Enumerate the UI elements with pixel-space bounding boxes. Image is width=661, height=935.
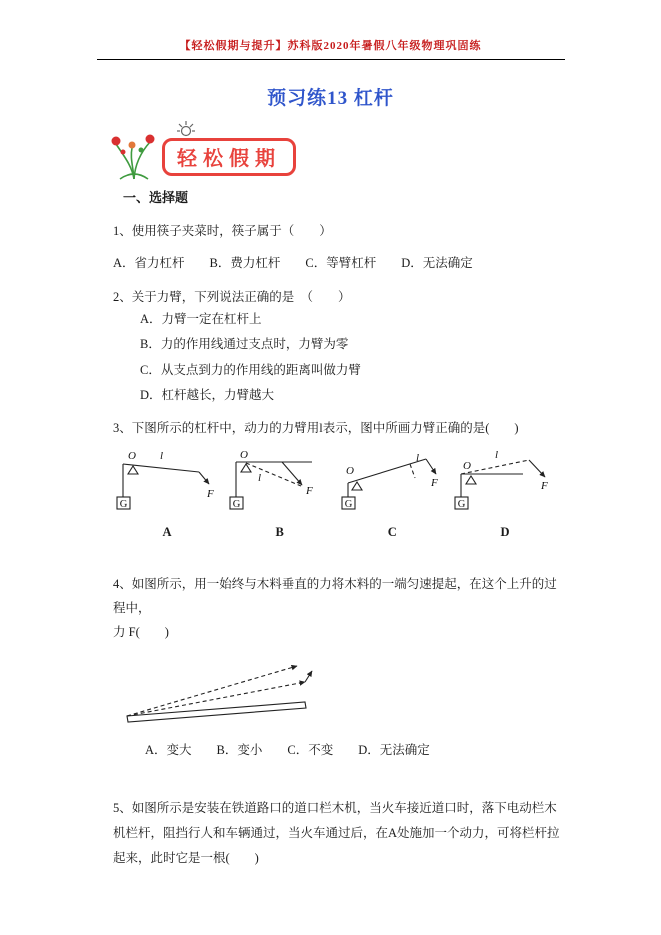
force-label: F bbox=[431, 476, 439, 489]
question-3: 3、下图所示的杠杆中，动力的力臂用l表示，图中所画力臂正确的是( ) bbox=[113, 420, 519, 435]
lever-diagram-c bbox=[340, 447, 444, 542]
question-4 bbox=[113, 572, 567, 760]
weight-label: G bbox=[119, 498, 128, 510]
question-4-line2: 力 F( ) bbox=[113, 624, 169, 639]
question-2-option-d: D．杠杆越长，力臂越大 bbox=[140, 388, 275, 403]
weight-label: G bbox=[457, 498, 466, 510]
force-label: F bbox=[305, 484, 313, 497]
content bbox=[113, 188, 567, 871]
fulcrum-label: O bbox=[346, 464, 355, 477]
lever-figure-a bbox=[115, 447, 219, 521]
board-lift-figure bbox=[119, 658, 331, 730]
weight-label: G bbox=[232, 498, 240, 510]
lever-figure-d bbox=[453, 447, 557, 521]
question-1-options: A．省力杠杆 B．费力杠杆 C．等臂杠杆 D．无法确定 bbox=[113, 255, 473, 270]
logo bbox=[108, 120, 298, 184]
arm-label: l bbox=[416, 451, 420, 464]
flowers-icon bbox=[108, 122, 160, 182]
lever-label-d: D bbox=[500, 524, 510, 539]
lever-diagrams bbox=[115, 447, 557, 542]
lever-figure-b bbox=[228, 447, 332, 521]
arm-label: l bbox=[257, 471, 261, 484]
force-label: F bbox=[207, 487, 214, 500]
question-4-line1: 4、如图所示，用一始终与木料垂直的力将木料的一端匀速提起，在这个上升的过程中， bbox=[113, 576, 557, 615]
question-2 bbox=[113, 287, 567, 409]
fulcrum-label: O bbox=[128, 449, 136, 462]
weight-label: G bbox=[345, 498, 353, 510]
lever-label-b: B bbox=[275, 524, 284, 539]
question-4-options: A．变大 B．变小 C．不变 D．无法确定 bbox=[145, 742, 430, 757]
fulcrum-label: O bbox=[462, 459, 471, 472]
question-2-option-a: A．力臂一定在杠杆上 bbox=[140, 311, 262, 326]
header-rule bbox=[97, 59, 565, 60]
page-title: 预习练13 杠杆 bbox=[267, 88, 394, 109]
lever-diagram-b bbox=[228, 447, 332, 542]
lever-diagram-a bbox=[115, 447, 219, 542]
lever-figure-c bbox=[340, 447, 444, 521]
fulcrum-label: O bbox=[239, 448, 248, 461]
force-label: F bbox=[540, 479, 548, 492]
lever-label-a: A bbox=[162, 524, 172, 539]
arm-label: l bbox=[494, 448, 499, 461]
sun-doodle-icon bbox=[174, 120, 198, 138]
question-1: 1、使用筷子夹菜时，筷子属于（ ） bbox=[113, 223, 332, 238]
question-2-text: 2、关于力臂，下列说法正确的是 （ ） bbox=[113, 289, 351, 304]
header-text: 【轻松假期与提升】苏科版2020年暑假八年级物理巩固练 bbox=[179, 40, 482, 52]
lever-label-c: C bbox=[387, 524, 397, 539]
logo-banner: 轻松假期 bbox=[162, 138, 296, 176]
section-heading: 一、选择题 bbox=[123, 190, 189, 205]
question-2-option-c: C．从支点到力的作用线的距离叫做力臂 bbox=[140, 362, 361, 377]
lever-diagram-d bbox=[453, 447, 557, 542]
question-5: 5、如图所示是安装在铁道路口的道口栏木机，当火车接近道口时，落下电动栏木机栏杆，阻挡行人和车辆通过，当火车通过后，在A处施加一个动力，可将栏杆拉起来，此时它是一根( ) bbox=[113, 800, 560, 865]
question-2-option-b: B．力的作用线通过支点时，力臂为零 bbox=[140, 337, 349, 352]
arm-label: l bbox=[160, 449, 164, 462]
